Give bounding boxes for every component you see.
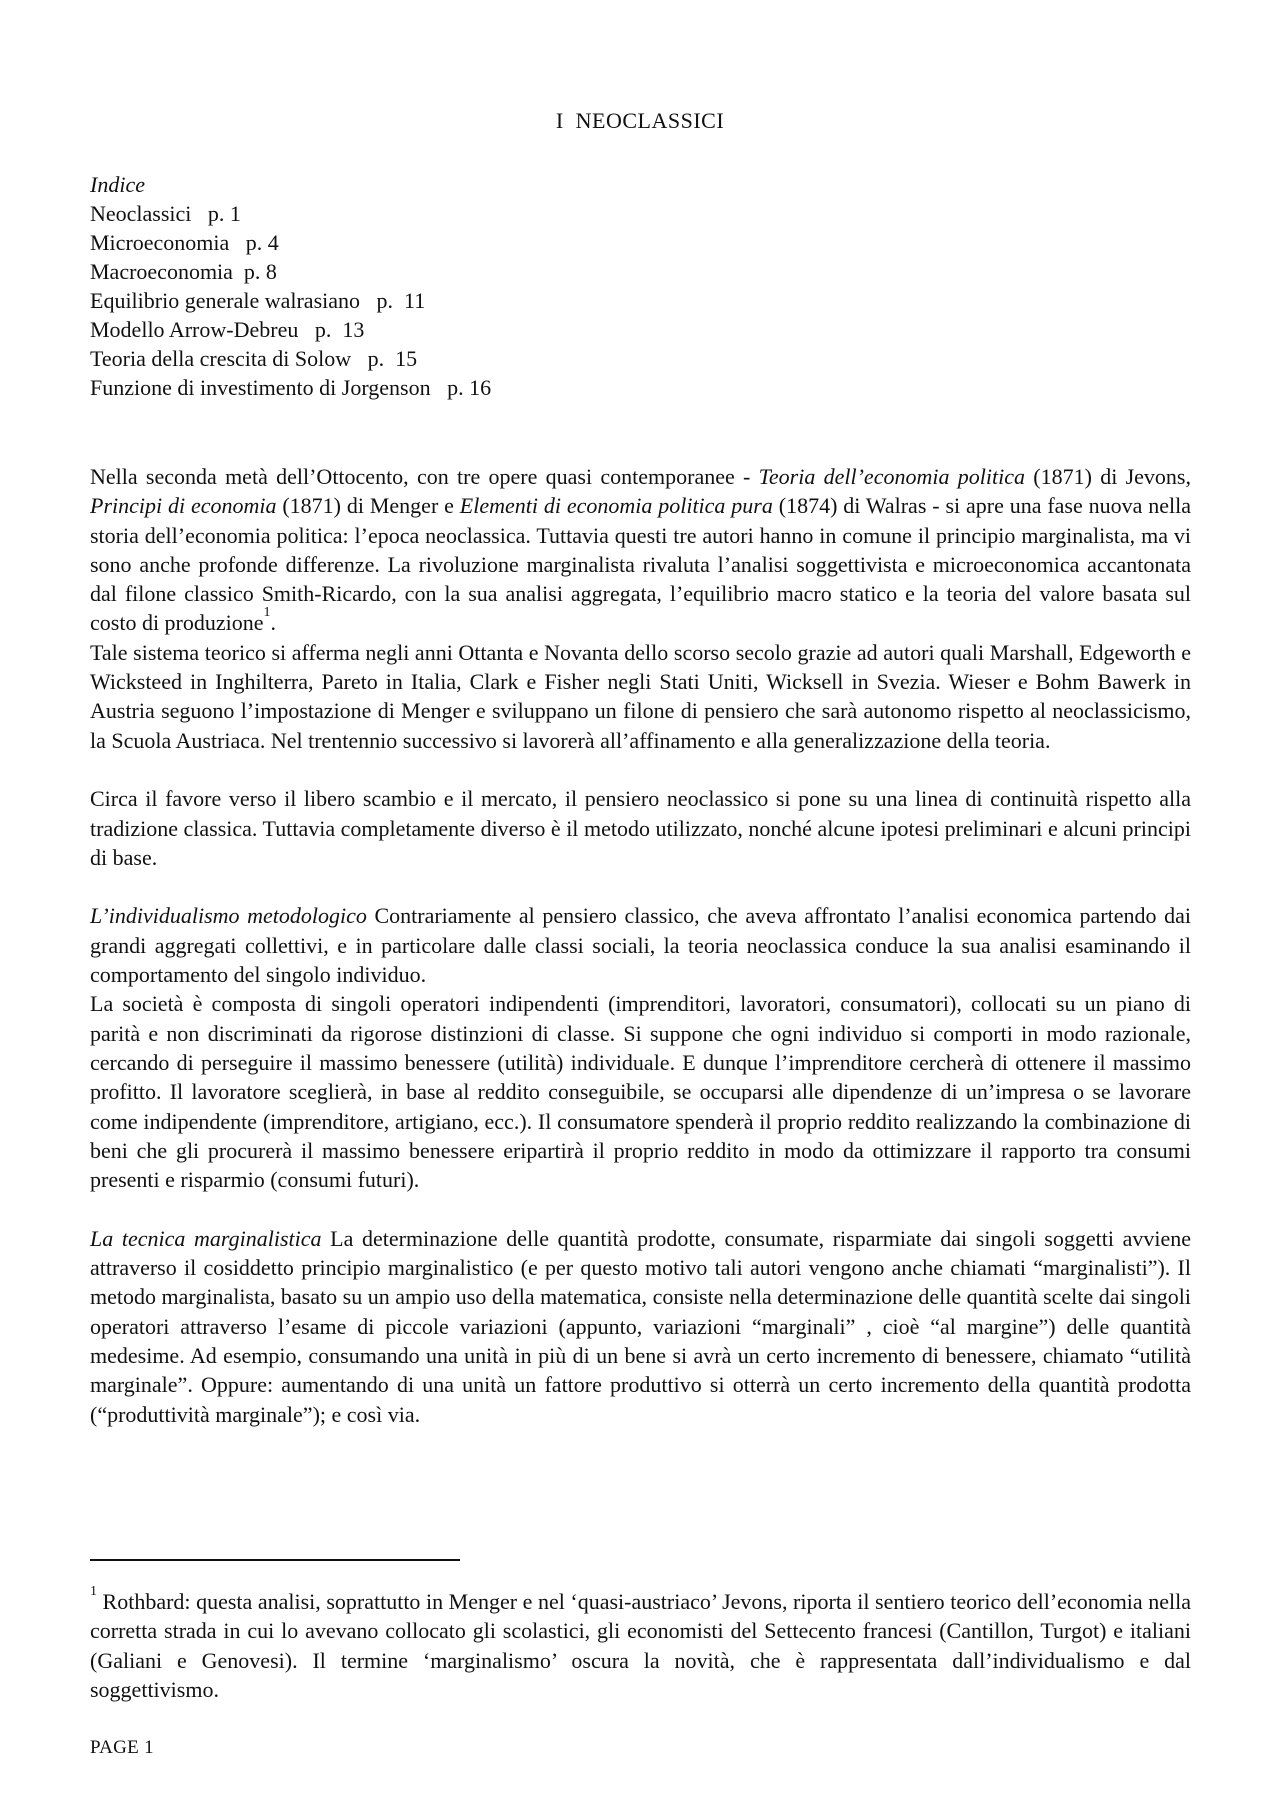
footnote-number: 1 [90,1584,97,1599]
book-title: Elementi di economia politica pura [459,493,773,519]
text-run: La determinazione delle quantità prodotte, consumate, risparmiate dai singoli soggetti avviene attraverso il cosiddetto principio marginalistico (e per questo motivo tali autori vengono anche chiamati “marginalisti”). Il metodo marginalista, basato su un ampio uso della matematica, consiste nella determinazione delle quantità scelte dai singoli operatori attraverso l’esame di piccole variazioni (appunto, variazioni “marginali” , cioè “al margine”) delle quantità medesime. Ad esempio, consumando una unità in più di un bene si avrà un certo incremento di benessere, chiamato “utilità marginale”. Oppure: aumentando di una unità un fattore produttivo si otterrà un certo incremento della quantità prodotta (“produttività marginale”); e così via. [90,1225,1191,1427]
book-title: Principi di economia [90,493,277,519]
paragraph-society: La società è composta di singoli operatori indipendenti (imprenditori, lavoratori, consumatori), collocati su un piano di parità e non discriminati da rigorose distinzioni di classe. Si suppone che ogni individuo si comporti in modo razionale, cercando di perseguire il massimo benessere (utilità) individuale. E dunque l’imprenditore cercherà di ottenere il massimo profitto. Il lavoratore sceglierà, in base al reddito conseguibile, se occuparsi alle dipendenze di un’impresa o se lavorare come indipendente (imprenditore, artigiano, ecc.). Il consumatore spenderà il proprio reddito realizzando la combinazione di beni che gli procurerà il massimo benessere eripartirà il proprio reddito in modo da ottimizzare il rapporto tra consumi presenti e risparmio (consumi futuri). [90,991,1191,1193]
text-run: (1871) di Menger e [276,493,460,519]
text-run: (1871) di Jevons, [1024,464,1191,489]
table-of-contents [90,170,491,402]
toc-heading: Indice [90,172,145,197]
footnote-ref: 1 [263,605,271,621]
toc-item: Macroeconomia p. 8 [90,259,277,284]
text-run: Nella seconda metà dell’Ottocento, con tre opere quasi contemporanee - [90,464,759,489]
page-title: I NEOCLASSICI [555,108,725,133]
book-title: Teoria dell’economia politica [758,464,1025,489]
paragraph-authors: Tale sistema teorico si afferma negli anni Ottanta e Novanta dello scorso secolo grazie ad autori quali Marshall, Edgeworth e Wicksteed in Inghilterra, Pareto in Italia, Clark e Fisher negli Stati Uniti, Wicksell in Svezia. Wieser e Bohm Bawerk in Austria seguono l’impostazione di Menger e sviluppano un filone di pensiero che sarà autonomo rispetto al neoclassicismo, la Scuola Austriaca. Nel trentennio successivo si lavorerà all’affinamento e alla generalizzazione della teoria. [90,639,1191,753]
toc-item: Modello Arrow-Debreu p. 13 [90,317,365,342]
toc-item: Teoria della crescita di Solow p. 15 [90,346,418,371]
footnote [90,1584,1191,1704]
paragraph-intro [90,462,1191,638]
body-text [90,462,1191,1429]
section-heading: L’individualismo metodologico [90,903,367,929]
toc-item: Funzione di investimento di Jorgenson p. 16 [90,375,492,400]
text-run: (1874) di Walras - si apre una fase nuova nella storia dell’economia politica: l’epoca neoclassica. Tuttavia questi tre autori hanno in comune il principio marginalista, ma vi sono anche profonde differenze. La rivoluzione marginalista rivaluta l’analisi soggettivista e microeconomica accantonata dal filone classico Smith-Ricardo, con la sua analisi aggregata, l’equilibrio macro statico e la teoria del valore basata sul costo di produzione [90,493,1192,636]
toc-item: Microeconomia p. 4 [90,230,279,255]
footnote-text: Rothbard: questa analisi, soprattutto in Menger e nel ‘quasi-austriaco’ Jevons, riporta il sentiero teorico dell’economia nella corretta strada in cui lo avevano collocato gli scolastici, gli economisti del Settecento francesi (Cantillon, Turgot) e italiani (Galiani e Genovesi). Il termine ‘marginalismo’ oscura la novità, che è rappresentata dall’individualismo e dal soggettivismo. [90,1589,1191,1702]
paragraph-continuity: Circa il favore verso il libero scambio e il mercato, il pensiero neoclassico si pone su una linea di continuità rispetto alla tradizione classica. Tuttavia completamente diverso è il metodo utilizzato, nonché alcune ipotesi preliminari e alcuni principi di base. [90,786,1191,870]
toc-item: Equilibrio generale walrasiano p. 11 [90,288,426,313]
section-heading: La tecnica marginalistica [90,1225,322,1251]
page-footer: PAGE 1 [90,1737,154,1758]
footnote-separator [90,1559,460,1561]
text-run: . [270,610,277,636]
paragraph-individualism [90,901,1191,989]
text-run: Contrariamente al pensiero classico, che aveva affrontato l’analisi economica partendo dai grandi aggregati collettivi, e in particolare dalle classi sociali, la teoria neoclassica conduce la sua analisi esaminando il comportamento del singolo individuo. [90,903,1191,988]
paragraph-marginalism [90,1224,1191,1429]
toc-item: Neoclassici p. 1 [90,201,241,226]
